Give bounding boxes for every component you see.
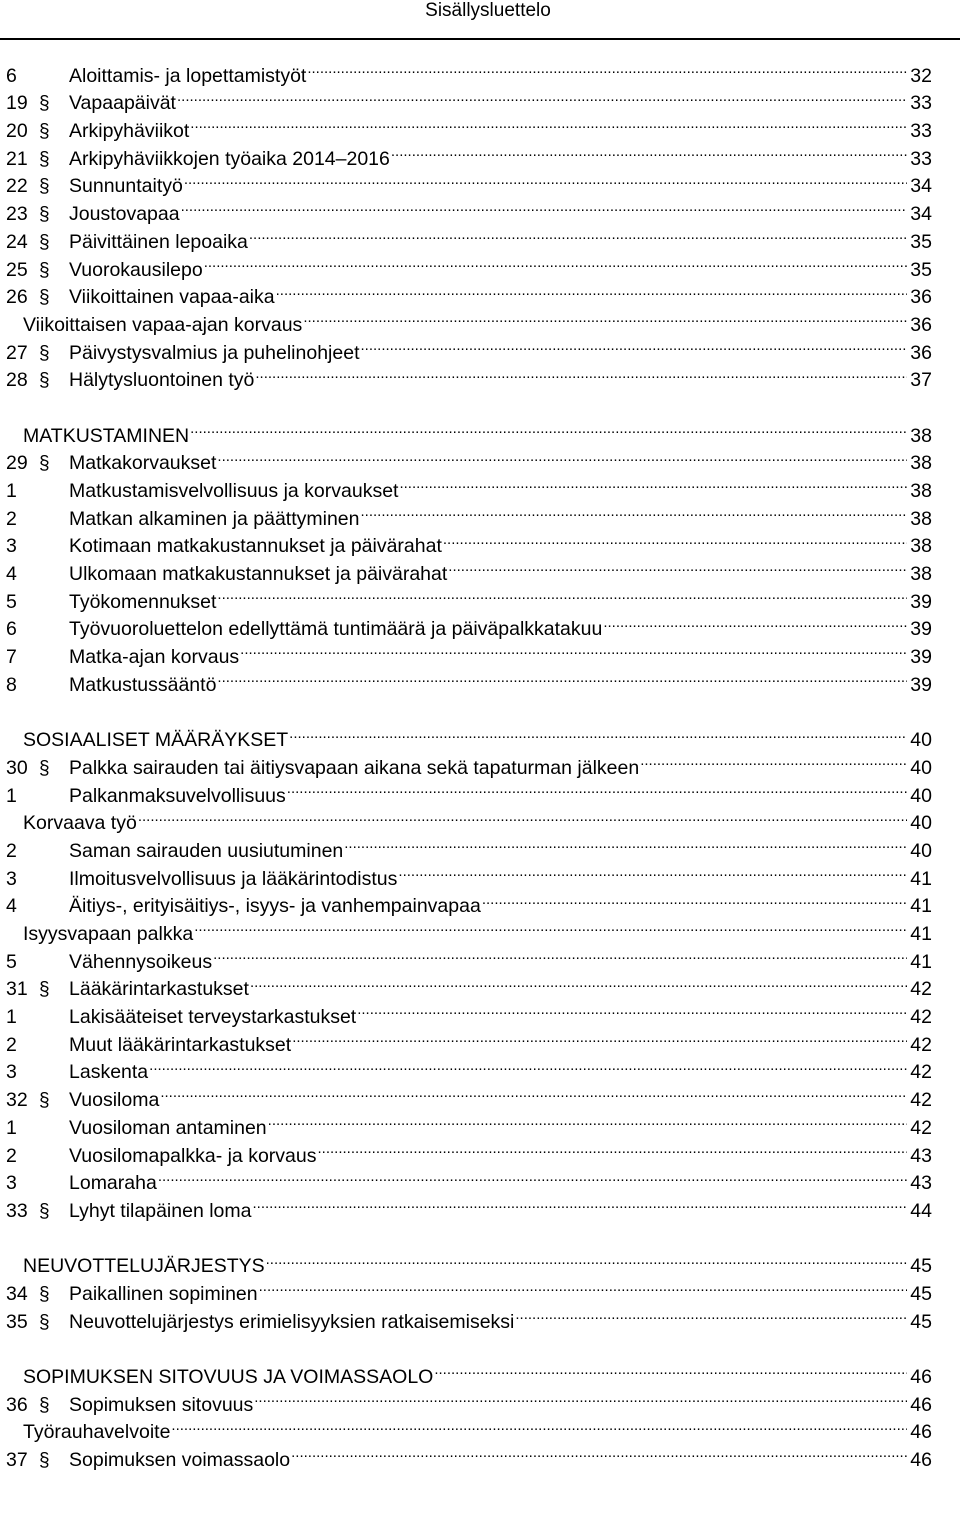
toc-entry-page-number: 37 [910, 369, 932, 392]
toc-entry-page-number: 42 [910, 1033, 932, 1056]
toc-entry-number: 35 [6, 1310, 28, 1333]
toc-entry-page-number: 38 [910, 507, 932, 530]
toc-entry-page-number: 45 [910, 1310, 932, 1333]
toc-entry-title: Joustovapaa [69, 203, 180, 226]
toc-entry-title: Lomaraha [69, 1172, 157, 1195]
toc-entry-title: Sopimuksen voimassaolo [69, 1449, 291, 1472]
toc-entry-title: Viikoittaisen vapaa-ajan korvaus [23, 313, 303, 336]
toc-entry-number: 1 [6, 784, 17, 807]
dot-leader [361, 497, 908, 525]
dot-leader [240, 635, 907, 663]
section-sign-icon: § [39, 148, 50, 170]
toc-entry-title: Viikoittainen vapaa-aika [69, 286, 275, 309]
toc-entry[interactable] [6, 829, 932, 862]
dot-leader [259, 1272, 907, 1300]
toc-entry[interactable] [6, 802, 932, 835]
toc-entry-page-number: 36 [910, 341, 932, 364]
toc-entry-number: 8 [6, 673, 17, 696]
dot-leader [399, 469, 907, 497]
dot-leader [357, 995, 907, 1023]
toc-entry-number: 6 [6, 64, 17, 87]
toc-entry[interactable] [6, 1355, 932, 1388]
toc-entry-number: 32 [6, 1089, 28, 1112]
toc-entry-title: Vuosiloma [69, 1089, 160, 1112]
toc-entry-number: 3 [6, 867, 17, 890]
toc-entry-title: MATKUSTAMINEN [23, 424, 190, 447]
toc-entry-page-number: 41 [910, 895, 932, 918]
dot-leader [640, 746, 907, 774]
toc-entry-title: Palkanmaksuvelvollisuus [69, 784, 286, 807]
toc-entry-title: Sopimuksen sitovuus [69, 1393, 254, 1416]
toc-entry-number: 34 [6, 1282, 28, 1305]
toc-entry-number: 27 [6, 341, 28, 364]
section-sign-icon: § [39, 1200, 50, 1222]
toc-entry-page-number: 46 [910, 1393, 932, 1416]
toc-entry-number: 3 [6, 1172, 17, 1195]
toc-entry-number: 4 [6, 895, 17, 918]
toc-entry-page-number: 34 [910, 175, 932, 198]
toc-entry-title: Ilmoitusvelvollisuus ja lääkärintodistus [69, 867, 398, 890]
toc-entry-page-number: 33 [910, 92, 932, 115]
toc-entry-page-number: 38 [910, 535, 932, 558]
section-sign-icon: § [39, 121, 50, 143]
toc-entry-number: 3 [6, 535, 17, 558]
dot-leader [217, 663, 907, 691]
toc-entry-page-number: 46 [910, 1421, 932, 1444]
toc-entry-title: Matkustamisvelvollisuus ja korvaukset [69, 480, 399, 502]
toc-entry-title: Laskenta [69, 1061, 149, 1084]
dot-leader [515, 1300, 907, 1328]
dot-leader [254, 1383, 907, 1411]
toc-entry[interactable] [6, 1245, 932, 1278]
toc-entry-title: Matkakorvaukset [69, 452, 217, 475]
toc-entry-title: Korvaava työ [23, 812, 137, 835]
toc-entry-number: 2 [6, 1144, 17, 1167]
table-of-contents [6, 54, 932, 1472]
toc-entry-page-number: 41 [910, 867, 932, 890]
toc-entry-page-number: 33 [910, 120, 932, 143]
dot-leader [171, 1411, 907, 1439]
toc-entry-number: 24 [6, 230, 28, 253]
toc-entry-page-number: 45 [910, 1255, 932, 1278]
toc-entry-page-number: 40 [910, 839, 932, 862]
dot-leader [160, 1078, 907, 1106]
section-sign-icon: § [39, 1394, 50, 1416]
toc-entry-title: Vuosiloman antaminen [69, 1116, 267, 1139]
toc-entry-number: 4 [6, 563, 17, 586]
toc-entry-page-number: 38 [910, 424, 932, 447]
toc-entry-page-number: 40 [910, 756, 932, 779]
toc-entry-number: 6 [6, 618, 17, 641]
dot-leader [190, 109, 907, 137]
page-header [0, 0, 960, 40]
toc-entry-page-number: 44 [910, 1199, 932, 1222]
dot-leader [217, 580, 907, 608]
toc-entry-page-number: 33 [910, 147, 932, 170]
toc-entry[interactable] [6, 719, 932, 752]
toc-entry-number: 2 [6, 507, 17, 530]
toc-entry-number: 29 [6, 452, 28, 475]
toc-entry-title: Äitiys-, erityisäitiys-, isyys- ja vanhempainvapaa [69, 895, 481, 918]
toc-entry-page-number: 34 [910, 203, 932, 226]
dot-leader [252, 1189, 907, 1217]
dot-leader [344, 829, 907, 857]
dot-leader [149, 1051, 907, 1079]
dot-leader [307, 54, 907, 82]
dot-leader [398, 857, 907, 885]
toc-entry-title: Arkipyhäviikot [69, 120, 190, 143]
toc-entry-page-number: 43 [910, 1144, 932, 1167]
dot-leader [291, 1438, 907, 1466]
section-sign-icon: § [39, 757, 50, 779]
toc-entry-title: SOSIAALISET MÄÄRÄYKSET [23, 729, 289, 752]
toc-entry-title: Vuorokausilepo [69, 258, 203, 281]
toc-entry-number: 23 [6, 203, 28, 226]
toc-entry-page-number: 42 [910, 1006, 932, 1029]
toc-entry-number: 1 [6, 1006, 17, 1029]
toc-entry-page-number: 36 [910, 286, 932, 309]
dot-leader [194, 912, 907, 940]
toc-entry-page-number: 39 [910, 673, 932, 696]
section-sign-icon: § [39, 287, 50, 309]
section-sign-icon: § [39, 259, 50, 281]
toc-entry[interactable] [6, 414, 932, 447]
dot-leader [255, 359, 907, 387]
toc-entry-page-number: 39 [910, 646, 932, 669]
toc-entry-title: Palkka sairauden tai äitiysvapaan aikana sekä tapaturman jälkeen [69, 756, 640, 779]
dot-leader [250, 968, 907, 996]
toc-entry-title: Saman sairauden uusiutuminen [69, 839, 344, 862]
toc-entry-title: Matkustussääntö [69, 673, 217, 696]
toc-entry-number: 5 [6, 590, 17, 613]
toc-entry-title: Aloittamis- ja lopettamistyöt [69, 64, 307, 87]
toc-entry-title: Päivittäinen lepoaika [69, 230, 248, 253]
dot-leader [213, 940, 907, 968]
toc-entry-number: 33 [6, 1199, 28, 1222]
dot-leader [360, 331, 907, 359]
dot-leader [268, 1106, 907, 1134]
section-sign-icon: § [39, 1311, 50, 1333]
toc-entry-title: Vähennysoikeus [69, 950, 213, 973]
toc-entry-title: Matkan alkaminen ja päättyminen [69, 507, 360, 530]
toc-entry-page-number: 35 [910, 230, 932, 253]
toc-entry-title: Päivystysvalmius ja puhelinohjeet [69, 341, 360, 364]
toc-entry-page-number: 40 [910, 784, 932, 807]
toc-entry-page-number: 36 [910, 313, 932, 336]
page-title: Sisällysluettelo [425, 0, 551, 21]
toc-entry-page-number: 38 [910, 563, 932, 586]
section-sign-icon: § [39, 342, 50, 364]
toc-entry-number: 22 [6, 175, 28, 198]
section-sign-icon: § [39, 453, 50, 475]
toc-entry-number: 7 [6, 646, 17, 669]
toc-entry-page-number: 42 [910, 978, 932, 1001]
toc-entry-title: Paikallinen sopiminen [69, 1282, 258, 1305]
toc-entry-number: 26 [6, 286, 28, 309]
dot-leader [177, 82, 907, 110]
toc-entry-title: Kotimaan matkakustannukset ja päivärahat [69, 535, 442, 558]
toc-entry-page-number: 38 [910, 480, 932, 502]
toc-entry-page-number: 32 [910, 64, 932, 87]
toc-entry-page-number: 41 [910, 923, 932, 945]
toc-entry-page-number: 46 [910, 1366, 932, 1388]
toc-entry-number: 2 [6, 839, 17, 862]
toc-entry-number: 19 [6, 92, 28, 115]
dot-leader [249, 220, 907, 248]
toc-entry-title: Neuvottelujärjestys erimielisyyksien ratkaisemiseksi [69, 1310, 515, 1333]
toc-entry-title: Isyysvapaan palkka [23, 923, 194, 945]
dot-leader [181, 192, 907, 220]
toc-entry-number: 31 [6, 978, 28, 1001]
toc-entry-number: 1 [6, 480, 17, 502]
header-rule [0, 38, 960, 40]
dot-leader [603, 608, 907, 636]
dot-leader [317, 1134, 907, 1162]
toc-entry-page-number: 35 [910, 258, 932, 281]
toc-entry-title: Vuosilomapalkka- ja korvaus [69, 1144, 317, 1167]
toc-entry-title: Sunnuntaityö [69, 175, 183, 198]
toc-entry-title: Matka-ajan korvaus [69, 646, 240, 669]
toc-entry-page-number: 43 [910, 1172, 932, 1195]
toc-entry-page-number: 39 [910, 618, 932, 641]
toc-entry-title: SOPIMUKSEN SITOVUUS JA VOIMASSAOLO [23, 1366, 434, 1388]
toc-entry-page-number: 45 [910, 1282, 932, 1305]
toc-entry-number: 2 [6, 1033, 17, 1056]
toc-entry-page-number: 40 [910, 729, 932, 752]
toc-entry-title: Lyhyt tilapäinen loma [69, 1199, 252, 1222]
dot-leader [276, 276, 907, 304]
toc-entry-number: 21 [6, 147, 28, 170]
toc-entry-title: Työkomennukset [69, 590, 217, 613]
toc-entry-title: Lakisääteiset terveystarkastukset [69, 1006, 357, 1029]
section-sign-icon: § [39, 204, 50, 226]
toc-entry-page-number: 42 [910, 1116, 932, 1139]
section-sign-icon: § [39, 1283, 50, 1305]
dot-leader [217, 442, 907, 470]
toc-entry-title: Ulkomaan matkakustannukset ja päivärahat [69, 563, 448, 586]
section-sign-icon: § [39, 979, 50, 1001]
toc-entry-number: 28 [6, 369, 28, 392]
toc-entry-title: Muut lääkärintarkastukset [69, 1033, 292, 1056]
toc-entry-page-number: 38 [910, 452, 932, 475]
toc-entry-page-number: 41 [910, 950, 932, 973]
dot-leader [434, 1355, 907, 1383]
dot-leader [303, 303, 907, 331]
section-sign-icon: § [39, 370, 50, 392]
toc-entry-number: 5 [6, 950, 17, 973]
section-sign-icon: § [39, 93, 50, 115]
toc-entry-number: 1 [6, 1116, 17, 1139]
section-sign-icon: § [39, 1450, 50, 1472]
toc-entry-number: 30 [6, 756, 28, 779]
dot-leader [190, 414, 907, 442]
dot-leader [158, 1162, 907, 1190]
dot-leader [266, 1245, 907, 1273]
dot-leader [289, 719, 907, 747]
toc-entry[interactable] [6, 54, 932, 87]
dot-leader [184, 165, 907, 193]
toc-entry-number: 3 [6, 1061, 17, 1084]
section-sign-icon: § [39, 1090, 50, 1112]
toc-entry-page-number: 42 [910, 1089, 932, 1112]
toc-entry-title: Lääkärintarkastukset [69, 978, 249, 1001]
toc-entry-title: NEUVOTTELUJÄRJESTYS [23, 1255, 265, 1278]
section-sign-icon: § [39, 176, 50, 198]
dot-leader [482, 885, 907, 913]
toc-entry-number: 37 [6, 1449, 28, 1472]
toc-entry-number: 36 [6, 1393, 28, 1416]
toc-entry-page-number: 42 [910, 1061, 932, 1084]
dot-leader [287, 774, 907, 802]
toc-entry-number: 20 [6, 120, 28, 143]
toc-entry-title: Työvuoroluettelon edellyttämä tuntimäärä ja päiväpalkkatakuu [69, 618, 603, 641]
toc-entry-page-number: 40 [910, 812, 932, 835]
toc-entry-title: Vapaapäivät [69, 92, 176, 115]
dot-leader [138, 802, 907, 830]
toc-entry-title: Arkipyhäviikkojen työaika 2014–2016 [69, 147, 390, 170]
toc-entry-page-number: 39 [910, 590, 932, 613]
dot-leader [204, 248, 907, 276]
toc-entry-title: Hälytysluontoinen työ [69, 369, 255, 392]
dot-leader [391, 137, 907, 165]
toc-entry-page-number: 46 [910, 1449, 932, 1472]
dot-leader [448, 552, 907, 580]
toc-entry-number: 25 [6, 258, 28, 281]
toc-entry-title: Työrauhavelvoite [23, 1421, 171, 1444]
section-sign-icon: § [39, 231, 50, 253]
dot-leader [292, 1023, 907, 1051]
dot-leader [443, 525, 907, 553]
